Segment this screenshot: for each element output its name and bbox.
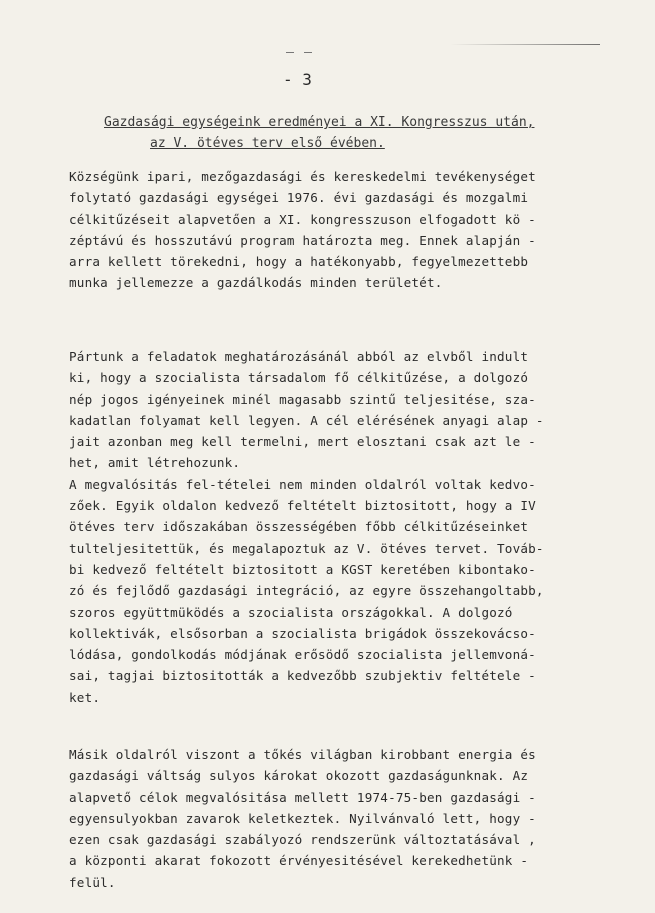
text-line: ötéves terv időszakában összességében főbb célkitűzéseinket xyxy=(69,519,529,535)
text-line: felül. xyxy=(69,874,116,890)
text-line: bi kedvező feltételt biztositott a KGST keretében kibontako- xyxy=(69,561,536,577)
paragraph-3 xyxy=(69,744,609,893)
text-line: sai, tagjai biztositották a kedvezőbb szubjektiv feltétele - xyxy=(69,668,536,684)
text-line: tulteljesitettük, és megalapoztuk az V. ötéves tervet. Továb- xyxy=(69,540,544,556)
text-line: ezen csak gazdasági szabályozó rendszerünk változtatásával , xyxy=(69,832,536,848)
paragraph-1 xyxy=(69,166,609,294)
text-line: Pártunk a feladatok meghatározásánál abból az elvből indult xyxy=(69,349,529,364)
scan-mark xyxy=(304,52,312,53)
text-line: Községünk ipari, mezőgazdasági és kereskedelmi tevékenységet xyxy=(69,169,536,184)
text-line: Másik oldalról viszont a tőkés világban kirobbant energia és xyxy=(69,747,536,762)
title-line-1: Gazdasági egységeink eredményei a XI. Kongresszus után, xyxy=(104,115,535,130)
text-line: zőek. Egyik oldalon kedvező feltételt biztositott, hogy a IV xyxy=(69,498,536,514)
text-line: egyensulyokban zavarok keletkeztek. Nyilvánvaló lett, hogy - xyxy=(69,810,536,826)
text-line: A megvalósitás fel-tételei nem minden oldalról voltak kedvo- xyxy=(69,476,536,492)
paragraph-2 xyxy=(69,346,609,708)
text-line: zéptávú és hosszutávú program határozta meg. Ennek alapján - xyxy=(69,232,536,248)
text-line: ki, hogy a szocialista társadalom fő célkitűzése, a dolgozó xyxy=(69,370,529,386)
document-title xyxy=(104,112,534,154)
text-line: munka jellemezze a gazdálkodás minden területét. xyxy=(69,275,443,291)
text-line: arra kellett törekedni, hogy a hatékonyabb, fegyelmezettebb xyxy=(69,254,529,270)
scan-mark xyxy=(450,44,600,45)
text-line: kadatlan folyamat kell legyen. A cél elérésének anyagi alap - xyxy=(69,412,544,428)
text-line: célkitűzéseit alapvetően a XI. kongresszuson elfogadott kö - xyxy=(69,211,536,227)
page-number: - 3 xyxy=(283,70,312,89)
text-line: lódása, gondolkodás módjának erősödő szocialista jellemvoná- xyxy=(69,647,536,663)
text-line: nép jogos igényeinek minél magasabb szintű teljesitése, sza- xyxy=(69,391,536,407)
text-line: kollektivák, elsősorban a szocialista brigádok összekovácso- xyxy=(69,625,536,641)
text-line: szoros együttmüködés a szocialista országokkal. A dolgozó xyxy=(69,604,513,620)
text-line: ket. xyxy=(69,689,101,705)
text-line: jait azonban meg kell termelni, mert elosztani csak azt le - xyxy=(69,434,536,450)
scan-mark xyxy=(286,52,294,53)
text-line: gazdasági váltság sulyos károkat okozott gazdaságunknak. Az xyxy=(69,768,529,784)
text-line: folytató gazdasági egységei 1976. évi gazdasági és mozgalmi xyxy=(69,190,529,206)
text-line: zó és fejlődő gazdasági integráció, az egyre összehangoltabb, xyxy=(69,583,544,599)
title-line-2: az V. ötéves terv első évében. xyxy=(150,136,385,151)
text-line: alapvető célok megvalósitása mellett 1974-75-ben gazdasági - xyxy=(69,789,536,805)
text-line: het, amit létrehozunk. xyxy=(69,455,241,471)
text-line: a központi akarat fokozott érvényesitésével kerekedhetünk - xyxy=(69,853,529,869)
